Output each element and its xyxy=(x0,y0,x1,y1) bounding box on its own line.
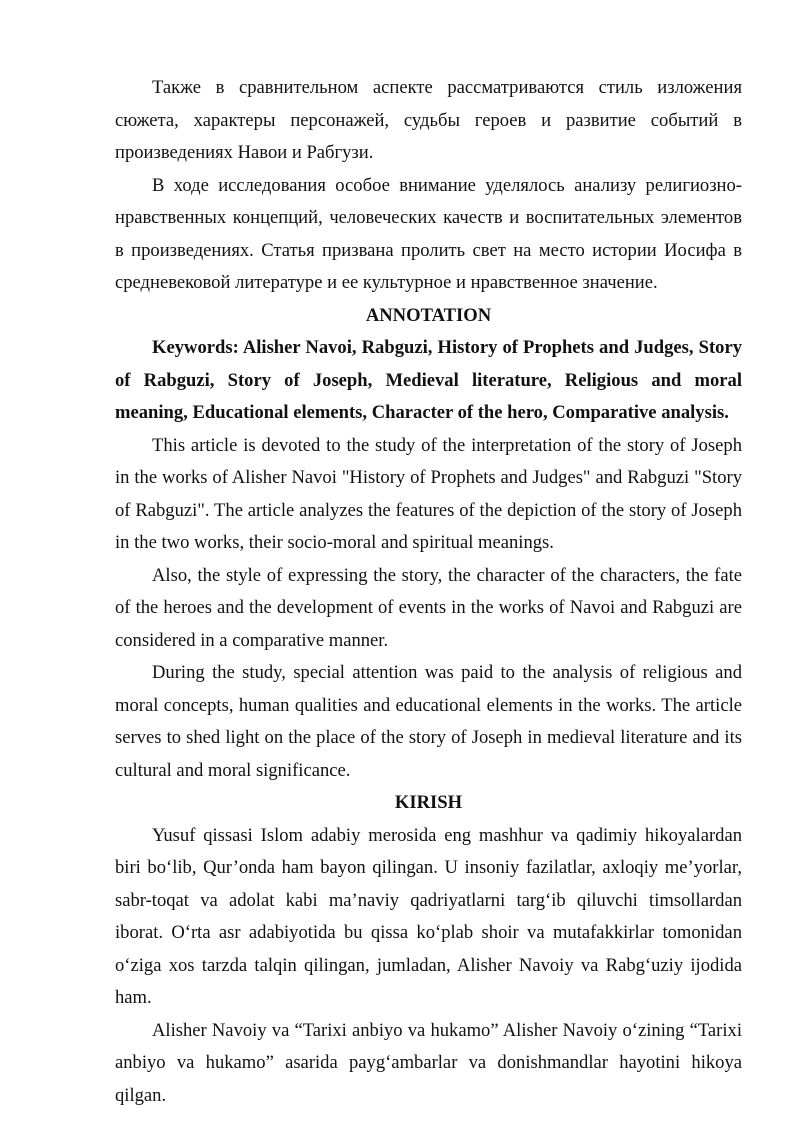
annotation-heading: ANNOTATION xyxy=(365,304,492,326)
annotation-paragraph-2: Also, the style of expressing the story, the character of the characters, the fate of the heroes and the development of events in the works of Navoi and Rabguzi are considered in a comparative manner. xyxy=(115,564,742,651)
kirish-paragraph-1: Yusuf qissasi Islom adabiy merosida eng mashhur va qadimiy hikoyalardan biri bo‘lib, Qur’onda ham bayon qilingan. U insoniy fazilatlar, axloqiy me’yorlar, sabr-toqat va adolat kabi ma’naviy qadriyatlarni targ‘ib qiluvchi timsollardan iborat. O‘rta asr adabiyotida bu qissa ko‘plab shoir va mutafakkirlar tomonidan o‘ziga xos tarzda talqin qilingan, jumladan, Alisher Navoiy va Rabg‘uziy ijodida ham. xyxy=(115,824,742,1008)
annotation-paragraph-1: This article is devoted to the study of the interpretation of the story of Joseph in the works of Alisher Navoi "History of Prophets and Judges" and Rabguzi "Story of Rabguzi". The article analyzes the features of the depiction of the story of Joseph in the two works, their socio-moral and spiritual meanings. xyxy=(115,434,742,553)
keywords-paragraph: Keywords: Alisher Navoi, Rabguzi, History of Prophets and Judges, Story of Rabguzi, Story of Joseph, Medieval literature, Religious and moral meaning, Educational elements, Character of the hero, Comparative analysis. xyxy=(115,337,742,423)
russian-paragraph-2: В ходе исследования особое внимание уделялось анализу религиозно-нравственных концепций, человеческих качеств и воспитательных элементов в произведениях. Статья призвана пролить свет на место истории Иосифа в средневековой литературе и ее культурное и нравственное значение. xyxy=(115,174,742,293)
document-page xyxy=(115,72,742,1112)
annotation-paragraph-3: During the study, special attention was paid to the analysis of religious and moral concepts, human qualities and educational elements in the works. The article serves to shed light on the place of the story of Joseph in medieval literature and its cultural and moral significance. xyxy=(115,662,742,781)
kirish-heading: KIRISH xyxy=(394,792,463,813)
kirish-paragraph-2: Alisher Navoiy va “Tarixi anbiyo va hukamo” Alisher Navoiy o‘zining “Tarixi anbiyo va hukamo” asarida payg‘ambarlar va donishmandlar hayotini hikoya qilgan. xyxy=(115,1019,742,1106)
russian-paragraph-1: Также в сравнительном аспекте рассматриваются стиль изложения сюжета, характеры персонажей, судьбы героев и развитие событий в произведениях Навои и Рабгузи. xyxy=(115,77,742,163)
